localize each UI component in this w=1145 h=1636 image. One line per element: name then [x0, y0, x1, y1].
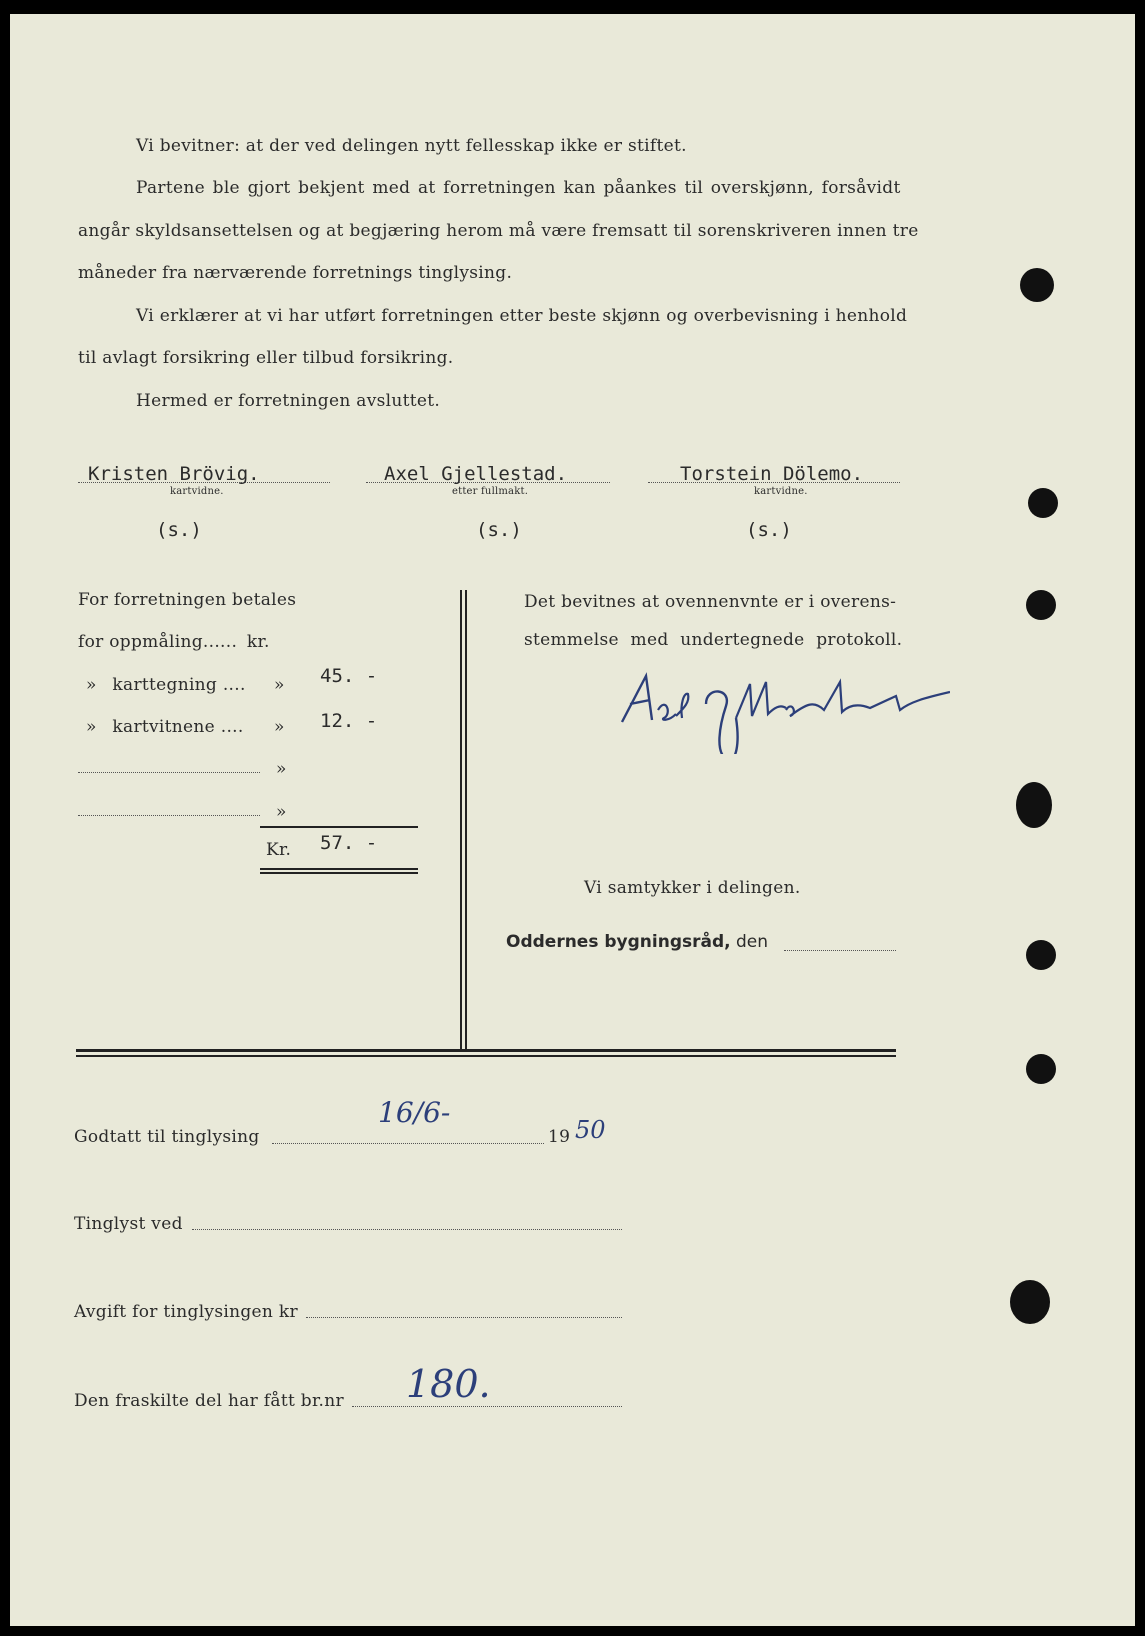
approved-label: Godtatt til tinglysing	[74, 1127, 260, 1147]
registered-label: Tinglyst ved	[74, 1214, 183, 1234]
fee-line	[306, 1317, 622, 1318]
signature-seal-2: (s.)	[476, 519, 522, 541]
paragraph-appeal-line1: Partene ble gjort bekjent med at forretningen kan påankes til overskjønn, forsåvidt	[136, 178, 901, 198]
punch-hole-1	[1020, 268, 1054, 302]
consent-text: Vi samtykker i delingen.	[584, 878, 801, 898]
approved-year-handwritten: 50	[575, 1116, 606, 1144]
fees-row-mapping-mark: »	[86, 675, 97, 695]
fees-row-mapping-dots: ....	[222, 675, 246, 695]
fees-row-mapping-unit: »	[274, 675, 285, 695]
fees-blank-line-2	[78, 815, 260, 816]
punch-hole-4	[1016, 782, 1052, 828]
punch-hole-6	[1026, 1054, 1056, 1084]
approved-year-prefix: 19	[548, 1127, 571, 1147]
signature-role-1: kartvidne.	[170, 486, 224, 497]
signature-name-1: Kristen Brövig.	[88, 463, 260, 485]
fees-row-mapping-value: 45. -	[320, 665, 378, 687]
attestation-signature-text: Axel Gjellestad	[730, 749, 738, 750]
punch-hole-7	[1010, 1280, 1050, 1324]
paragraph-declaration-line1: Vi erklærer at vi har utført forretningen etter beste skjønn og overbevisning i henhold	[136, 306, 908, 326]
fees-row-survey-unit: kr.	[246, 632, 270, 652]
paragraph-closing: Hermed er forretningen avsluttet.	[136, 391, 441, 411]
fees-row-witnesses-unit: »	[274, 717, 285, 737]
signature-line-1	[78, 482, 330, 483]
punch-hole-3	[1026, 590, 1056, 620]
paragraph-declaration-line2: til avlagt forsikring eller tilbud forsikring.	[78, 348, 454, 368]
fee-label: Avgift for tinglysingen kr	[74, 1302, 298, 1322]
signature-seal-3: (s.)	[746, 519, 792, 541]
fees-blank-unit-2: »	[276, 802, 287, 822]
fees-total-rule-1	[260, 868, 418, 870]
brnr-line	[352, 1406, 622, 1407]
council-line	[506, 932, 768, 952]
paragraph-no-community: Vi bevitner: at der ved delingen nytt fellesskap ikke er stiftet.	[136, 136, 687, 156]
signature-name-3: Torstein Dölemo.	[680, 463, 864, 485]
fees-total-rule-2	[260, 872, 418, 874]
fees-row-witnesses	[86, 717, 244, 737]
fees-total-value: 57. -	[320, 832, 378, 854]
column-divider-2	[465, 590, 467, 1050]
document-page	[10, 14, 1135, 1626]
paragraph-appeal-line2: angår skyldsansettelsen og at begjæring herom må være fremsatt til sorenskriveren innen tre	[78, 221, 919, 241]
attestation-line2: stemmelse med undertegnede protokoll.	[524, 630, 903, 650]
attestation-line1: Det bevitnes at ovennenvnte er i overens-	[524, 592, 897, 612]
fees-row-witnesses-label: kartvitnene	[112, 717, 216, 737]
paragraph-appeal-line3: måneder fra nærværende forretnings tinglysing.	[78, 263, 513, 283]
signature-name-2: Axel Gjellestad.	[384, 463, 568, 485]
fees-blank-line-1	[78, 772, 260, 773]
fees-blank-unit-1: »	[276, 759, 287, 779]
council-date-line	[784, 950, 896, 951]
fees-row-survey	[78, 632, 270, 652]
handwritten-signature-axel-gjellestad	[610, 664, 950, 754]
signature-seal-1: (s.)	[156, 519, 202, 541]
section-rule-2	[76, 1055, 896, 1057]
approved-date-line	[272, 1143, 544, 1144]
registered-line	[192, 1229, 622, 1230]
council-den: den	[736, 932, 769, 952]
fees-sum-rule	[260, 826, 418, 828]
fees-row-witnesses-mark: »	[86, 717, 97, 737]
council-name: Oddernes bygningsråd,	[506, 932, 731, 952]
fees-heading: For forretningen betales	[78, 590, 297, 610]
signature-role-3: kartvidne.	[754, 486, 808, 497]
brnr-label: Den fraskilte del har fått br.nr	[74, 1391, 344, 1411]
signature-role-2: etter fullmakt.	[452, 486, 529, 497]
fees-row-survey-label: for oppmåling	[78, 632, 203, 652]
fees-total-label: Kr.	[266, 840, 292, 860]
fees-row-survey-dots: ......	[202, 632, 238, 652]
column-divider-1	[460, 590, 462, 1050]
section-rule-1	[76, 1049, 896, 1052]
fees-row-witnesses-value: 12. -	[320, 710, 378, 732]
signature-line-3	[648, 482, 900, 483]
punch-hole-5	[1026, 940, 1056, 970]
brnr-handwritten: 180.	[406, 1362, 491, 1406]
fees-row-mapping	[86, 675, 246, 695]
fees-row-witnesses-dots: ....	[220, 717, 244, 737]
fees-row-mapping-label: karttegning	[112, 675, 218, 695]
signature-line-2	[366, 482, 610, 483]
punch-hole-2	[1028, 488, 1058, 518]
approved-date-handwritten: 16/6-	[378, 1096, 451, 1129]
